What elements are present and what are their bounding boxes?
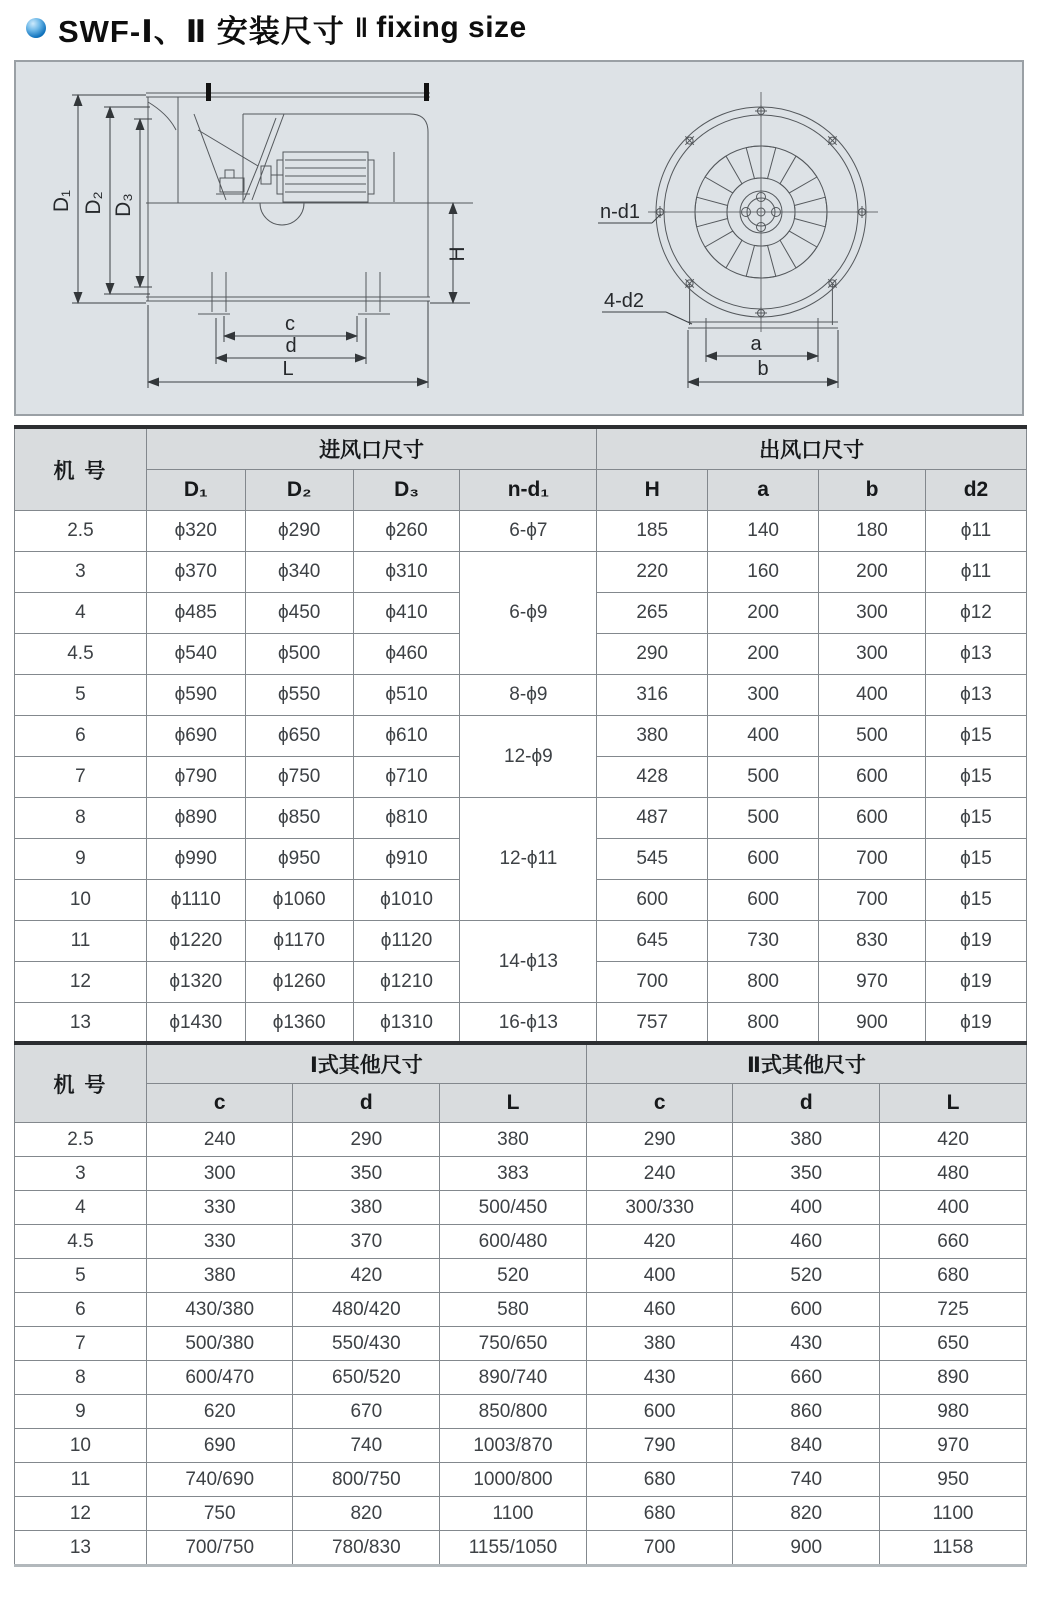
dimension-cell: 820: [293, 1497, 440, 1531]
inlet-outlet-table-body: [15, 511, 1027, 1045]
dimension-cell: 1003/870: [440, 1429, 587, 1463]
dimension-cell: 680: [880, 1259, 1027, 1293]
dimension-cell: ϕ320: [146, 511, 245, 552]
table-row: [15, 1531, 1027, 1566]
dimension-cell: ϕ310: [353, 552, 460, 593]
dimension-cell: ϕ15: [925, 798, 1026, 839]
dimension-cell: 1155/1050: [440, 1531, 587, 1566]
dimension-cell: ϕ1060: [245, 880, 353, 921]
label-d3: D₃: [112, 193, 135, 217]
dimension-cell: ϕ19: [925, 962, 1026, 1003]
table-row: [15, 798, 1027, 839]
dimension-cell: 650/520: [293, 1361, 440, 1395]
label-b: b: [757, 358, 769, 380]
dimension-cell: 890: [880, 1361, 1027, 1395]
dimension-cell: ϕ11: [925, 511, 1026, 552]
dimension-cell: 550/430: [293, 1327, 440, 1361]
dimension-cell: 383: [440, 1157, 587, 1191]
inlet-cone: [148, 102, 284, 200]
table-row: [15, 1157, 1027, 1191]
dimension-cell: 316: [597, 675, 708, 716]
dimension-cell: 1158: [880, 1531, 1027, 1566]
dimension-cell: 350: [733, 1157, 880, 1191]
dimension-cell: 370: [293, 1225, 440, 1259]
dimension-cell: 950: [880, 1463, 1027, 1497]
machine-no-cell: 4.5: [15, 1225, 147, 1259]
dimension-cell: 300/330: [586, 1191, 733, 1225]
machine-no-cell: 8: [15, 1361, 147, 1395]
dimension-cell: 700: [597, 962, 708, 1003]
page-title: [26, 6, 527, 50]
dimension-cell: 850/800: [440, 1395, 587, 1429]
dimension-cell: 680: [586, 1463, 733, 1497]
nd1-cell: 6-ϕ7: [460, 511, 597, 552]
dimension-cell: ϕ11: [925, 552, 1026, 593]
header-col-d1: D₁: [146, 470, 245, 511]
header-machine-no: 机 号: [15, 427, 147, 511]
dimension-cell: 680: [586, 1497, 733, 1531]
table-row: [15, 716, 1027, 757]
dimension-cell: 545: [597, 839, 708, 880]
title-subtitle: fixing size: [376, 11, 527, 44]
table-row: [15, 1225, 1027, 1259]
dimension-cell: 200: [708, 634, 819, 675]
dimension-cell: 400: [819, 675, 926, 716]
table-row: [15, 1003, 1027, 1045]
title-text: SWF-Ⅰ、Ⅱ 安装尺寸: [58, 13, 345, 49]
dimension-cell: 200: [708, 593, 819, 634]
dimension-cell: 725: [880, 1293, 1027, 1327]
dimension-cell: 757: [597, 1003, 708, 1045]
dimension-cell: ϕ13: [925, 675, 1026, 716]
dimension-cell: ϕ1430: [146, 1003, 245, 1045]
dimension-cell: 240: [146, 1123, 293, 1157]
table-row: [15, 1327, 1027, 1361]
dimension-cell: ϕ19: [925, 1003, 1026, 1045]
machine-no-cell: 9: [15, 1395, 147, 1429]
machine-no-cell: 5: [15, 675, 147, 716]
dimension-cell: 380: [146, 1259, 293, 1293]
machine-no-cell: 9: [15, 839, 147, 880]
label-4-d2: 4-d2: [604, 290, 645, 312]
dimension-cell: 750: [146, 1497, 293, 1531]
dimension-cell: 380: [733, 1123, 880, 1157]
table-row: [15, 921, 1027, 962]
dimension-cell: 180: [819, 511, 926, 552]
table-row: [15, 511, 1027, 552]
center-lines: [648, 92, 878, 332]
dimension-cell: ϕ810: [353, 798, 460, 839]
header-col-d2small: d2: [925, 470, 1026, 511]
dimension-cell: 830: [819, 921, 926, 962]
dimension-cell: 500: [819, 716, 926, 757]
dimension-cell: 600: [708, 839, 819, 880]
nd1-cell: 12-ϕ9: [460, 716, 597, 798]
dimension-cell: ϕ540: [146, 634, 245, 675]
dimension-cell: ϕ370: [146, 552, 245, 593]
dimension-cell: 700: [586, 1531, 733, 1566]
nd1-cell: 6-ϕ9: [460, 552, 597, 675]
header-col-d3: D₃: [353, 470, 460, 511]
dimension-cell: 500/450: [440, 1191, 587, 1225]
dimension-cell: 670: [293, 1395, 440, 1429]
dimension-cell: 460: [586, 1293, 733, 1327]
dimension-cell: ϕ750: [245, 757, 353, 798]
dimension-cell: 690: [146, 1429, 293, 1463]
dimension-cell: 500: [708, 757, 819, 798]
dimension-cell: 970: [819, 962, 926, 1003]
dimension-cell: 1000/800: [440, 1463, 587, 1497]
dimension-cell: 660: [733, 1361, 880, 1395]
table-row: [15, 552, 1027, 593]
dimension-cell: 800/750: [293, 1463, 440, 1497]
dimension-cell: 420: [880, 1123, 1027, 1157]
dimension-cell: ϕ500: [245, 634, 353, 675]
dimension-cell: 380: [293, 1191, 440, 1225]
dimension-cell: 600: [819, 757, 926, 798]
dimension-cell: ϕ290: [245, 511, 353, 552]
machine-no-cell: 7: [15, 757, 147, 798]
dimension-cell: ϕ410: [353, 593, 460, 634]
dimension-cell: ϕ650: [245, 716, 353, 757]
table-row: [15, 1259, 1027, 1293]
header-col-nd1: n-d₁: [460, 470, 597, 511]
dimension-cell: ϕ710: [353, 757, 460, 798]
dimension-cell: ϕ1110: [146, 880, 245, 921]
dimension-cell: ϕ1010: [353, 880, 460, 921]
header-col-c1: c: [146, 1084, 293, 1123]
machine-no-cell: 12: [15, 962, 147, 1003]
dimension-cell: 800: [708, 1003, 819, 1045]
dimension-cell: 700: [819, 880, 926, 921]
dimension-cell: 290: [586, 1123, 733, 1157]
dimension-cell: ϕ690: [146, 716, 245, 757]
header-col-a: a: [708, 470, 819, 511]
dimension-cell: ϕ15: [925, 716, 1026, 757]
table-row: [15, 1191, 1027, 1225]
dimension-cell: ϕ790: [146, 757, 245, 798]
dimension-cell: 1100: [440, 1497, 587, 1531]
dimension-cell: ϕ15: [925, 880, 1026, 921]
dimension-cell: 480/420: [293, 1293, 440, 1327]
nd1-cell: 16-ϕ13: [460, 1003, 597, 1045]
table-row: [15, 1497, 1027, 1531]
dimension-cell: 890/740: [440, 1361, 587, 1395]
drawing-panel: [14, 60, 1024, 416]
dimension-cell: 600/480: [440, 1225, 587, 1259]
machine-no-cell: 4: [15, 593, 147, 634]
dimension-cell: 160: [708, 552, 819, 593]
dimension-cell: ϕ890: [146, 798, 245, 839]
dimension-cell: 460: [733, 1225, 880, 1259]
dimension-cell: 200: [819, 552, 926, 593]
dimension-cell: 380: [597, 716, 708, 757]
machine-no-cell: 7: [15, 1327, 147, 1361]
header-col-d1t2: d: [293, 1084, 440, 1123]
dimension-cell: 300: [708, 675, 819, 716]
dimension-cell: 430: [733, 1327, 880, 1361]
dimension-cell: 580: [440, 1293, 587, 1327]
dimension-cell: 428: [597, 757, 708, 798]
dimension-cell: 750/650: [440, 1327, 587, 1361]
bullet-icon: [26, 18, 46, 38]
dimension-cell: 400: [708, 716, 819, 757]
dimension-cell: 290: [293, 1123, 440, 1157]
fan-side-view-drawing: [28, 62, 538, 414]
dimension-cell: ϕ1170: [245, 921, 353, 962]
machine-no-cell: 12: [15, 1497, 147, 1531]
nd1-cell: 12-ϕ11: [460, 798, 597, 921]
dimension-cell: 600: [586, 1395, 733, 1429]
header-col-d2: D₂: [245, 470, 353, 511]
dimension-cell: 500: [708, 798, 819, 839]
dimension-cell: ϕ950: [245, 839, 353, 880]
dimension-cell: ϕ550: [245, 675, 353, 716]
dimension-cell: 380: [440, 1123, 587, 1157]
dimension-cell: 600/470: [146, 1361, 293, 1395]
dimension-cell: 240: [586, 1157, 733, 1191]
machine-no-cell: 3: [15, 552, 147, 593]
mounting-feet: [198, 272, 390, 314]
dimension-cell: 820: [733, 1497, 880, 1531]
fan-front-view-drawing: [544, 62, 1022, 414]
dimension-cell: 840: [733, 1429, 880, 1463]
dimension-cell: ϕ1260: [245, 962, 353, 1003]
dimension-cell: ϕ12: [925, 593, 1026, 634]
header-inlet-group: 进风口尺寸: [146, 427, 596, 470]
dimension-cell: ϕ910: [353, 839, 460, 880]
dimension-cell: 430/380: [146, 1293, 293, 1327]
dimension-cell: 480: [880, 1157, 1027, 1191]
dimension-cell: 860: [733, 1395, 880, 1429]
machine-no-cell: 6: [15, 1293, 147, 1327]
dimension-cell: 980: [880, 1395, 1027, 1429]
header-col-c2: c: [586, 1084, 733, 1123]
machine-no-cell: 2.5: [15, 1123, 147, 1157]
dimension-cell: 300: [146, 1157, 293, 1191]
dimension-cell: ϕ460: [353, 634, 460, 675]
dimension-cell: ϕ1220: [146, 921, 245, 962]
dimension-cell: 650: [880, 1327, 1027, 1361]
dimension-cell: 380: [586, 1327, 733, 1361]
label-c: c: [285, 313, 295, 335]
dimension-cell: 300: [819, 634, 926, 675]
machine-no-cell: 13: [15, 1531, 147, 1566]
dimension-cell: 800: [708, 962, 819, 1003]
dimension-cell: 220: [597, 552, 708, 593]
dimension-cell: 300: [819, 593, 926, 634]
dimension-cell: 520: [440, 1259, 587, 1293]
header-col-d2t2: d: [733, 1084, 880, 1123]
header-type1-group: Ⅰ式其他尺寸: [146, 1043, 586, 1084]
dimension-cell: 600: [819, 798, 926, 839]
dimension-cell: ϕ850: [245, 798, 353, 839]
dimension-cell: 700/750: [146, 1531, 293, 1566]
dimension-cell: ϕ1210: [353, 962, 460, 1003]
dimension-cell: 185: [597, 511, 708, 552]
inlet-outlet-dimensions-table: [14, 425, 1027, 1045]
dimension-cell: 420: [586, 1225, 733, 1259]
dimension-cell: 330: [146, 1225, 293, 1259]
label-n-d1: n-d1: [600, 201, 641, 223]
header-col-l1: L: [440, 1084, 587, 1123]
label-h: H: [446, 246, 469, 262]
dimension-cell: 780/830: [293, 1531, 440, 1566]
dimension-cell: ϕ260: [353, 511, 460, 552]
table-row: [15, 1293, 1027, 1327]
dimension-cell: 520: [733, 1259, 880, 1293]
dimension-cell: ϕ15: [925, 839, 1026, 880]
dimension-cell: 500/380: [146, 1327, 293, 1361]
dimension-cell: 620: [146, 1395, 293, 1429]
machine-no-cell: 5: [15, 1259, 147, 1293]
header-machine-no-2: 机 号: [15, 1043, 147, 1123]
other-dimensions-table-body: [15, 1123, 1027, 1566]
dimension-cell: 730: [708, 921, 819, 962]
table-row: [15, 1361, 1027, 1395]
dimension-cell: 400: [586, 1259, 733, 1293]
machine-no-cell: 13: [15, 1003, 147, 1045]
table-row: [15, 1463, 1027, 1497]
machine-no-cell: 2.5: [15, 511, 147, 552]
table-row: [15, 675, 1027, 716]
dimension-cell: 660: [880, 1225, 1027, 1259]
header-outlet-group: 出风口尺寸: [597, 427, 1027, 470]
dimension-cell: 970: [880, 1429, 1027, 1463]
dimension-cell: ϕ510: [353, 675, 460, 716]
callout-4-d2: [602, 290, 692, 324]
dimension-cell: ϕ15: [925, 757, 1026, 798]
header-col-h: H: [597, 470, 708, 511]
machine-no-cell: 11: [15, 921, 147, 962]
title-divider: ‖: [354, 12, 369, 43]
table-row: [15, 1395, 1027, 1429]
machine-no-cell: 4.5: [15, 634, 147, 675]
dimension-cell: ϕ1320: [146, 962, 245, 1003]
motor: [260, 152, 394, 225]
dimension-cell: ϕ590: [146, 675, 245, 716]
dimension-cell: 600: [733, 1293, 880, 1327]
dimension-cell: 290: [597, 634, 708, 675]
dimension-cell: 700: [819, 839, 926, 880]
label-d: d: [285, 335, 297, 357]
dimension-cell: 600: [597, 880, 708, 921]
dimension-cell: 740/690: [146, 1463, 293, 1497]
dimension-cell: 430: [586, 1361, 733, 1395]
dimension-cell: ϕ340: [245, 552, 353, 593]
base-plate: [688, 283, 838, 330]
dimension-cell: 900: [819, 1003, 926, 1045]
dimension-cell: ϕ13: [925, 634, 1026, 675]
table-row: [15, 1123, 1027, 1157]
machine-no-cell: 4: [15, 1191, 147, 1225]
dimension-cell: 740: [293, 1429, 440, 1463]
table-row: [15, 1429, 1027, 1463]
machine-no-cell: 3: [15, 1157, 147, 1191]
dimension-cell: 400: [733, 1191, 880, 1225]
machine-no-cell: 10: [15, 880, 147, 921]
machine-no-cell: 10: [15, 1429, 147, 1463]
machine-no-cell: 8: [15, 798, 147, 839]
label-d2: D₂: [82, 191, 105, 215]
dimension-cell: ϕ1120: [353, 921, 460, 962]
dimension-cell: ϕ1360: [245, 1003, 353, 1045]
dimension-cell: ϕ19: [925, 921, 1026, 962]
dimension-cell: 790: [586, 1429, 733, 1463]
dimension-cell: 740: [733, 1463, 880, 1497]
dimension-cell: 140: [708, 511, 819, 552]
nd1-cell: 8-ϕ9: [460, 675, 597, 716]
dimension-cell: ϕ450: [245, 593, 353, 634]
dimension-cell: 600: [708, 880, 819, 921]
dimension-cell: 330: [146, 1191, 293, 1225]
dimension-cell: ϕ990: [146, 839, 245, 880]
dimension-cell: 900: [733, 1531, 880, 1566]
nd1-cell: 14-ϕ13: [460, 921, 597, 1003]
label-a: a: [750, 333, 762, 355]
dimension-cell: 420: [293, 1259, 440, 1293]
dimension-cell: 265: [597, 593, 708, 634]
header-col-b: b: [819, 470, 926, 511]
machine-no-cell: 6: [15, 716, 147, 757]
header-type2-group: Ⅱ式其他尺寸: [586, 1043, 1026, 1084]
dimension-cell: 645: [597, 921, 708, 962]
dimension-cell: ϕ610: [353, 716, 460, 757]
label-l: L: [282, 358, 294, 380]
dimension-cell: 350: [293, 1157, 440, 1191]
dimension-cell: 487: [597, 798, 708, 839]
header-col-l2: L: [880, 1084, 1027, 1123]
other-dimensions-table: [14, 1041, 1027, 1567]
dimension-cell: ϕ1310: [353, 1003, 460, 1045]
dimension-cell: 400: [880, 1191, 1027, 1225]
dimension-cell: 1100: [880, 1497, 1027, 1531]
machine-no-cell: 11: [15, 1463, 147, 1497]
dimension-cell: ϕ485: [146, 593, 245, 634]
label-d1: D₁: [50, 189, 73, 213]
